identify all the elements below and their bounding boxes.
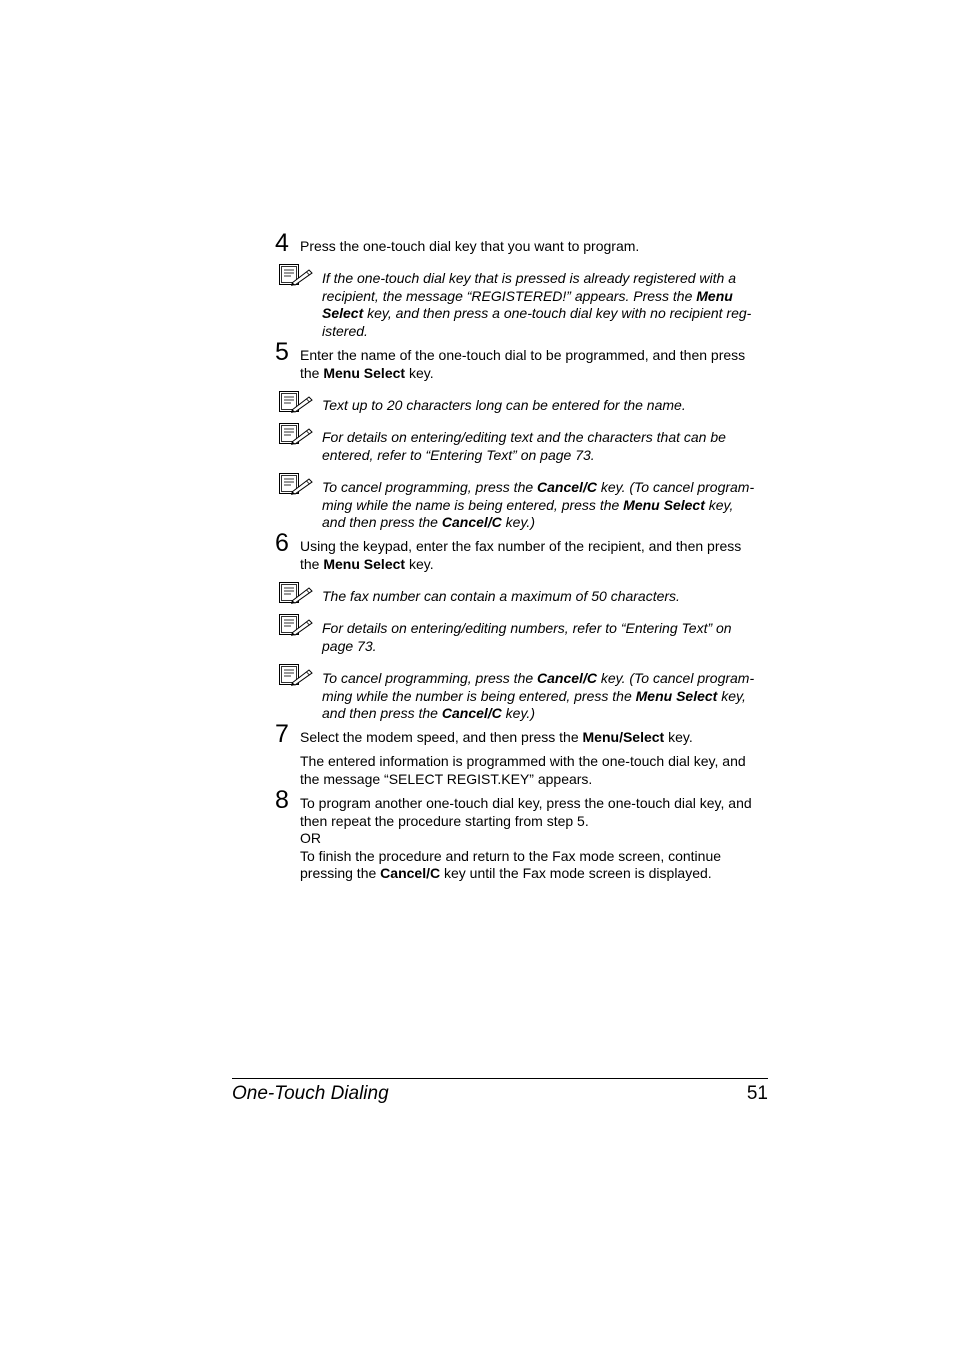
step-7-line <box>300 729 770 747</box>
note-text-run: key. (To cancel program- <box>596 670 755 686</box>
note-bold-run: Menu Select <box>635 687 718 704</box>
note-text-run: ming while the name is being entered, press the <box>322 496 624 513</box>
step-8-line <box>300 865 770 883</box>
note-line: page 73. <box>322 637 377 654</box>
note-pencil-icon <box>278 472 314 496</box>
step-4-line: Press the one-touch dial key that you want to program. <box>300 238 640 254</box>
note-bold-run: Menu Select <box>623 496 705 513</box>
step-6-line: Using the keypad, enter the fax number of the recipient, and then press <box>300 538 742 554</box>
step-7-result <box>300 753 770 788</box>
step-8-line: then repeat the procedure starting from step 5. <box>300 812 589 829</box>
bold-run: Menu/Select <box>582 729 665 745</box>
footer-page-number: 51 <box>746 1083 768 1104</box>
note-line: istered. <box>322 322 368 339</box>
note-fax-length <box>322 588 770 606</box>
note-line: If the one-touch dial key that is pressed is already registered with a <box>322 270 736 286</box>
note-text-run: recipient, the message “REGISTERED!” appears. Press the <box>322 287 697 304</box>
bold-run: Menu Select <box>323 364 406 381</box>
note-line <box>322 288 770 306</box>
note-cancel-number <box>322 670 770 723</box>
note-pencil-icon <box>278 663 314 687</box>
bold-run: Cancel/C <box>380 865 441 882</box>
step-5-line <box>300 365 770 383</box>
note-text-run: key, and then press a one-touch dial key with no recipient reg- <box>363 305 752 322</box>
footer-divider <box>232 1078 768 1079</box>
note-line <box>322 305 770 323</box>
step-7-line: the message “SELECT REGIST.KEY” appears. <box>300 770 593 787</box>
note-line: The fax number can contain a maximum of 50 characters. <box>322 588 680 604</box>
bold-run: Menu Select <box>323 555 406 572</box>
note-name-length <box>322 397 770 415</box>
step-8-line: To program another one-touch dial key, press the one-touch dial key, and <box>300 795 752 811</box>
footer-section-title: One-Touch Dialing <box>232 1083 389 1104</box>
step-8-text <box>300 795 770 883</box>
note-line: Text up to 20 characters long can be entered for the name. <box>322 397 686 413</box>
step-8-number: 8 <box>275 786 289 814</box>
step-4-number: 4 <box>275 229 289 257</box>
text-run: key. <box>405 555 434 572</box>
note-pencil-icon <box>278 390 314 414</box>
note-text-run: key, <box>717 687 746 704</box>
text-run: the <box>300 364 324 381</box>
note-bold-run: Menu <box>696 287 733 304</box>
note-text-run: key. (To cancel program- <box>596 479 755 495</box>
text-run: key. <box>664 729 693 745</box>
note-registered <box>322 270 770 340</box>
note-text-run: To cancel programming, press the <box>322 479 538 495</box>
step-5-number: 5 <box>275 338 289 366</box>
note-pencil-icon <box>278 422 314 446</box>
note-line <box>322 688 770 706</box>
note-bold-run: Select <box>322 305 364 322</box>
note-cancel-name <box>322 479 770 532</box>
note-line <box>322 670 770 688</box>
note-text-run: key.) <box>501 705 535 722</box>
note-bold-run: Cancel/C <box>537 479 597 495</box>
note-pencil-icon <box>278 263 314 287</box>
note-line <box>322 514 770 532</box>
step-7-text <box>300 729 770 747</box>
note-line <box>322 497 770 515</box>
text-run: pressing the <box>300 865 381 882</box>
step-6-text <box>300 538 770 573</box>
note-bold-run: Cancel/C <box>537 670 597 686</box>
note-text-run: and then press the <box>322 705 442 722</box>
step-8-line: To finish the procedure and return to the Fax mode screen, continue <box>300 847 722 864</box>
note-entering-text <box>322 429 770 464</box>
note-line <box>322 479 770 497</box>
note-text-run: key.) <box>501 514 535 531</box>
step-5-text <box>300 347 770 382</box>
step-7-number: 7 <box>275 720 289 748</box>
text-run: the <box>300 555 324 572</box>
note-pencil-icon <box>278 613 314 637</box>
step-6-line <box>300 556 770 574</box>
note-line: entered, refer to “Entering Text” on page 73. <box>322 446 595 463</box>
text-run: key. <box>405 364 434 381</box>
note-text-run: ming while the number is being entered, press the <box>322 687 636 704</box>
note-line: For details on entering/editing numbers, refer to “Entering Text” on <box>322 620 732 636</box>
step-6-number: 6 <box>275 529 289 557</box>
note-text-run: and then press the <box>322 514 442 531</box>
text-run: key until the Fax mode screen is displayed. <box>440 865 712 882</box>
note-line: For details on entering/editing text and the characters that can be <box>322 429 726 445</box>
step-8-or: OR <box>300 830 321 847</box>
step-5-line: Enter the name of the one-touch dial to be programmed, and then press <box>300 347 746 363</box>
note-text-run: To cancel programming, press the <box>322 670 538 686</box>
note-text-run: key, <box>704 496 734 513</box>
note-entering-numbers <box>322 620 770 655</box>
step-7-line: The entered information is programmed with the one-touch dial key, and <box>300 753 746 769</box>
note-bold-run: Cancel/C <box>441 514 502 531</box>
text-run: Select the modem speed, and then press the <box>300 729 583 745</box>
step-4-text <box>300 238 770 256</box>
note-pencil-icon <box>278 581 314 605</box>
note-bold-run: Cancel/C <box>441 705 502 722</box>
note-line <box>322 705 770 723</box>
